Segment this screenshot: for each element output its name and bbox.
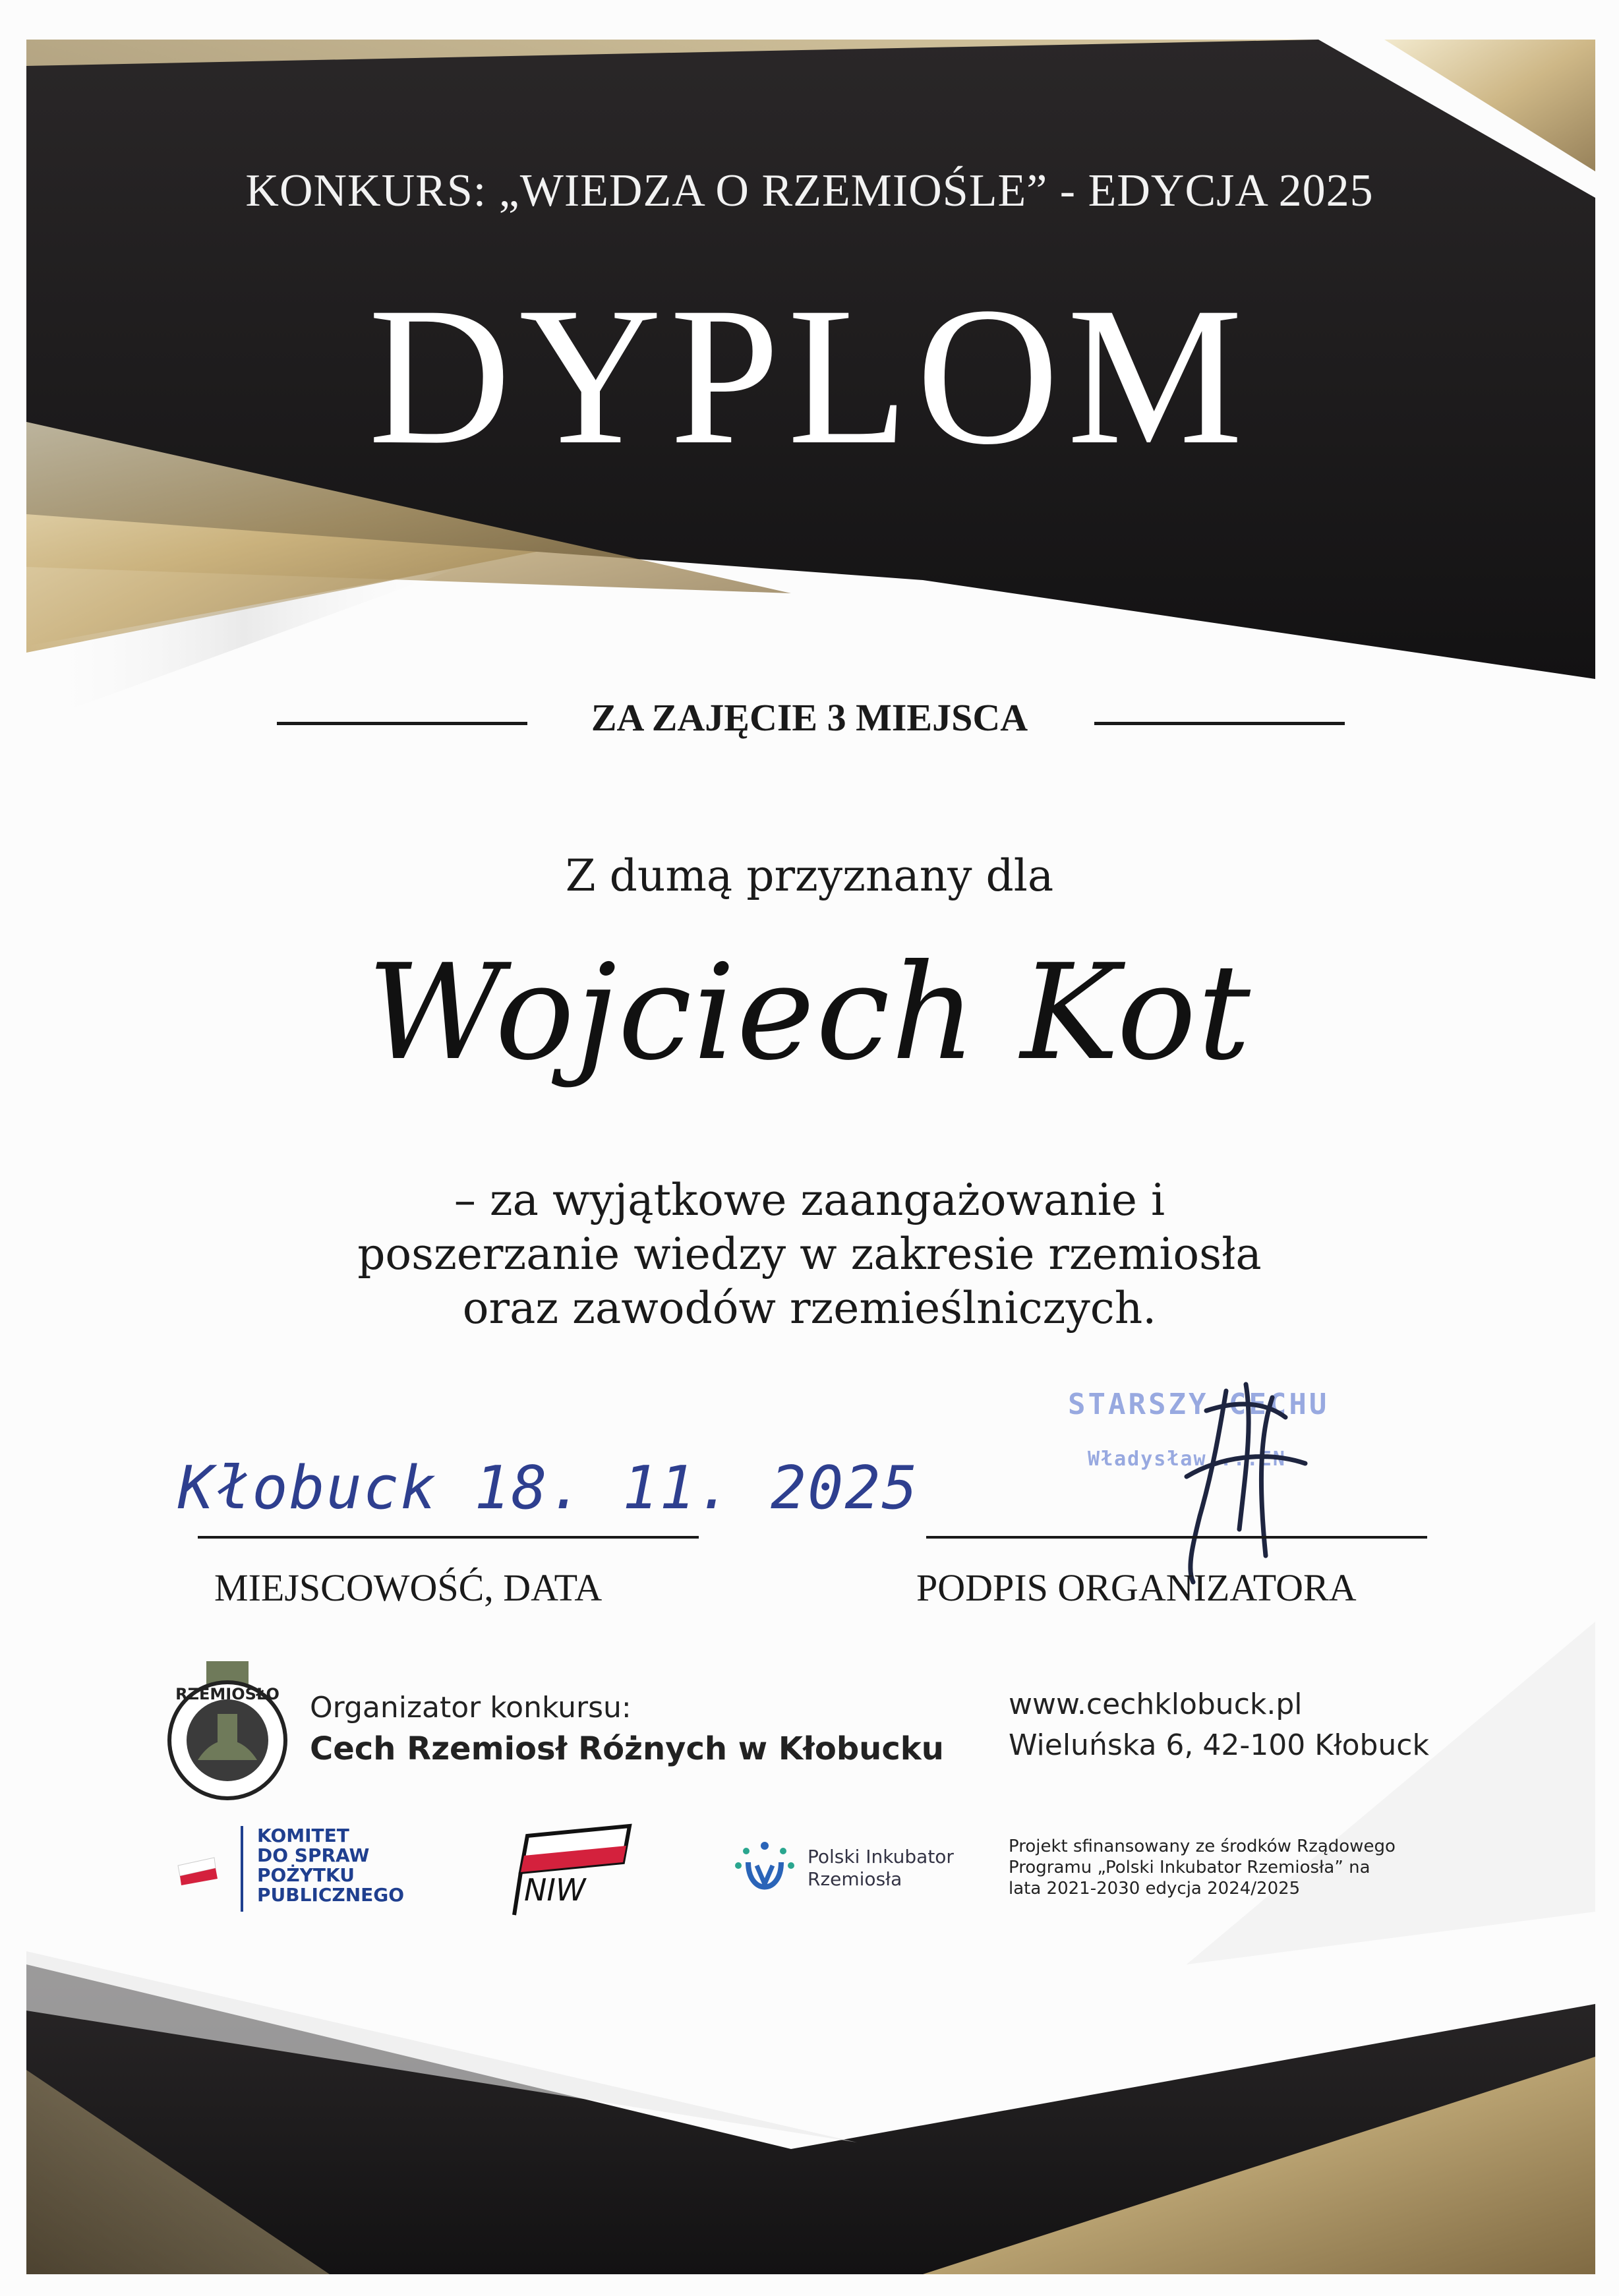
- komitet-line: DO SPRAW: [257, 1844, 370, 1866]
- project-line: lata 2021-2030 edycja 2024/2025: [1009, 1879, 1301, 1899]
- organizer-address: Wieluńska 6, 42-100 Kłobuck: [1009, 1728, 1429, 1762]
- logo-text: RZEMIOSŁO: [175, 1685, 280, 1703]
- organizer-label: Organizator konkursu:: [310, 1691, 632, 1724]
- contest-subtitle: KONKURS: „WIEDZA O RZEMIOŚLE” - EDYCJA 2025: [245, 165, 1374, 216]
- signature-label: PODPIS ORGANIZATORA: [916, 1566, 1357, 1609]
- project-funding-note: [1009, 1836, 1396, 1899]
- divider-right: [1094, 722, 1345, 725]
- handwritten-place-date: Kłobuck 18. 11. 2025: [178, 1454, 919, 1523]
- pir-line: Polski Inkubator: [808, 1846, 954, 1868]
- reason-line: – za wyjątkowe zaangażowanie i: [454, 1175, 1165, 1225]
- pir-logo-icon: [732, 1833, 798, 1905]
- organizer-name: Cech Rzemiosł Różnych w Kłobucku: [310, 1730, 944, 1767]
- place-date-label: MIEJSCOWOŚĆ, DATA: [214, 1566, 603, 1609]
- niw-label: NIW: [524, 1872, 586, 1908]
- award-reason: [0, 1173, 1619, 1336]
- place-date-line: [198, 1536, 699, 1539]
- reason-line: oraz zawodów rzemieślniczych.: [462, 1283, 1157, 1334]
- place-row: [0, 695, 1619, 748]
- recipient-name: Wojciech Kot: [367, 936, 1252, 1090]
- place-label: ZA ZAJĘCIE 3 MIEJSCA: [591, 696, 1028, 739]
- stamp-line: STARSZY CECHU: [1068, 1388, 1330, 1421]
- stamp-line: Władysław ...EN: [1088, 1448, 1286, 1471]
- handwritten-signature: [1147, 1371, 1318, 1595]
- diploma-title: DYPLOM: [368, 266, 1251, 485]
- project-line: Programu „Polski Inkubator Rzemiosła” na: [1009, 1858, 1370, 1877]
- komitet-logo-text: [257, 1826, 404, 1905]
- poland-flag-icon: [175, 1852, 221, 1885]
- komitet-line: PUBLICZNEGO: [257, 1884, 405, 1906]
- project-line: Projekt sfinansowany ze środków Rządowego: [1009, 1837, 1396, 1856]
- organizer-contact: [1009, 1684, 1429, 1766]
- komitet-divider: [241, 1826, 243, 1912]
- komitet-line: KOMITET: [257, 1825, 349, 1846]
- website-link[interactable]: www.cechklobuck.pl: [1009, 1688, 1303, 1721]
- rzemioslo-logo: [162, 1661, 293, 1806]
- pir-logo-text: [808, 1846, 954, 1891]
- reason-line: poszerzanie wiedzy w zakresie rzemiosła: [357, 1229, 1262, 1280]
- signature-line: [926, 1536, 1427, 1539]
- komitet-line: POŻYTKU: [257, 1864, 355, 1886]
- pir-line: Rzemiosła: [808, 1868, 902, 1890]
- awarded-to-label: Z dumą przyznany dla: [565, 850, 1054, 901]
